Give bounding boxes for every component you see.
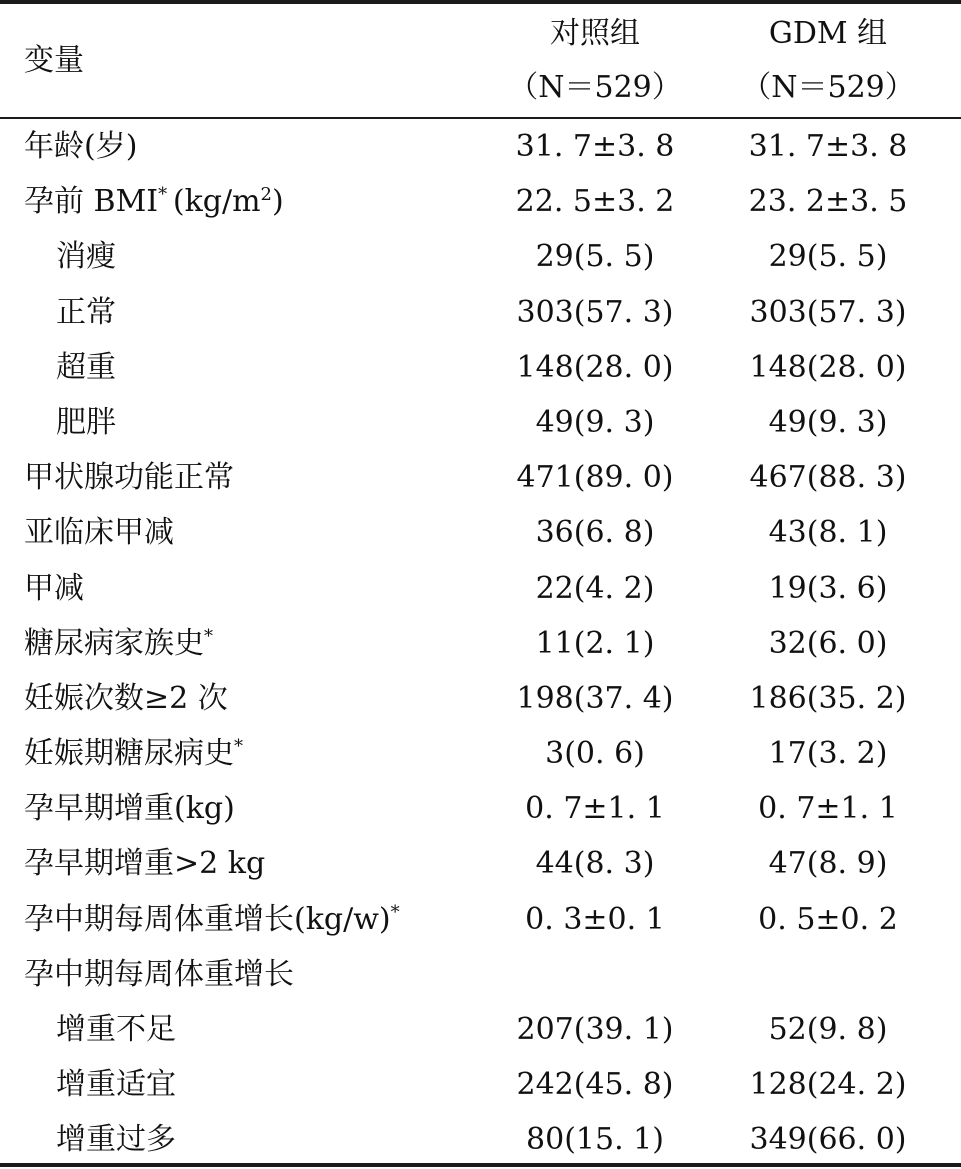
- row-label: [24, 174, 284, 229]
- row-label-text: 孕早期增重>2 kg: [24, 846, 266, 882]
- row-label: [24, 505, 174, 560]
- row-label-text: 甲状腺功能正常: [24, 460, 234, 496]
- header-gdm-label: GDM 组: [768, 16, 888, 51]
- row-label-text: 年龄(岁): [24, 129, 138, 164]
- table-row: [0, 1112, 961, 1167]
- gdm-value: 186(35. 2): [749, 680, 907, 716]
- gdm-value: 17(3. 2): [768, 736, 888, 772]
- row-label-text: 亚临床甲减: [24, 515, 174, 551]
- control-value: 22(4. 2): [535, 570, 655, 606]
- row-label: [56, 229, 116, 284]
- table-row: [0, 1057, 961, 1112]
- row-label-text: 增重不足: [56, 1012, 176, 1047]
- table-row: [0, 450, 961, 505]
- gdm-value: 23. 2±3. 5: [748, 184, 908, 220]
- table-row: [0, 726, 961, 781]
- control-value: 207(39. 1): [516, 1012, 674, 1047]
- gdm-value: 19(3. 6): [768, 570, 888, 606]
- table-row: [0, 395, 961, 450]
- table-row: [0, 781, 961, 836]
- gdm-value: 29(5. 5): [768, 239, 888, 275]
- table-row: [0, 119, 961, 174]
- table-bottom-rule: [0, 1163, 961, 1167]
- table-row: [0, 616, 961, 671]
- significance-marker: *: [204, 625, 213, 647]
- control-value: 80(15. 1): [526, 1122, 664, 1158]
- table-body: [0, 119, 961, 1168]
- table-row: [0, 892, 961, 947]
- row-label: [24, 671, 228, 726]
- gdm-value: 0. 5±0. 2: [758, 901, 898, 937]
- row-label-text: 甲减: [24, 570, 84, 606]
- control-value: 29(5. 5): [535, 239, 655, 275]
- table-row: [0, 174, 961, 229]
- significance-marker: *: [158, 184, 173, 206]
- row-label: [56, 285, 116, 340]
- table-row: [0, 1002, 961, 1057]
- table-row: [0, 836, 961, 891]
- row-label: [56, 395, 116, 450]
- row-label: [56, 1057, 176, 1112]
- row-label-text: 孕中期每周体重增长(kg/w): [24, 901, 391, 937]
- gdm-value: 43(8. 1): [768, 515, 888, 551]
- row-label: [24, 892, 400, 947]
- table-row: [0, 561, 961, 616]
- row-label: [24, 726, 243, 781]
- gdm-value: 128(24. 2): [749, 1067, 907, 1103]
- row-label-text: 肥胖: [56, 404, 116, 440]
- header-control-group: [475, 4, 715, 117]
- table-row: [0, 285, 961, 340]
- gdm-value: 349(66. 0): [749, 1122, 907, 1158]
- control-value: 3(0. 6): [545, 736, 645, 772]
- control-value: 11(2. 1): [535, 625, 655, 661]
- table-row: [0, 340, 961, 395]
- row-label: [24, 836, 265, 891]
- header-control-n: （N＝529）: [508, 70, 682, 105]
- row-label-unit: (kg/m: [172, 184, 261, 220]
- row-label-text: 增重适宜: [56, 1067, 176, 1103]
- gdm-value: 467(88. 3): [749, 460, 907, 496]
- row-label-text: 孕早期增重(kg): [24, 791, 235, 827]
- table-header: [0, 4, 961, 117]
- header-variable: 变量: [24, 43, 84, 78]
- gdm-value: 32(6. 0): [768, 625, 888, 661]
- header-gdm-n: （N＝529）: [741, 70, 915, 105]
- gdm-value: 0. 7±1. 1: [758, 791, 898, 827]
- control-value: 31. 7±3. 8: [515, 129, 675, 164]
- table-row: [0, 947, 961, 1002]
- gdm-value: 303(57. 3): [749, 294, 907, 330]
- row-label: [24, 450, 234, 505]
- control-value: 44(8. 3): [535, 846, 655, 882]
- row-label-text: 正常: [56, 294, 116, 330]
- significance-marker: *: [390, 901, 400, 923]
- row-label-text: 孕前 BMI: [24, 184, 159, 220]
- table-row: [0, 671, 961, 726]
- table-row: [0, 229, 961, 284]
- significance-marker: *: [234, 736, 243, 758]
- row-label-text: 增重过多: [56, 1122, 176, 1158]
- row-label: [56, 340, 116, 395]
- row-label-text: 妊娠期糖尿病史: [24, 736, 234, 772]
- control-value: 471(89. 0): [516, 460, 674, 496]
- gdm-value: 31. 7±3. 8: [748, 129, 908, 164]
- control-value: 303(57. 3): [516, 294, 674, 330]
- unit-exponent: 2: [260, 184, 272, 206]
- row-label-text: 孕中期每周体重增长: [24, 956, 294, 992]
- control-value: 0. 7±1. 1: [525, 791, 665, 827]
- gdm-value: 47(8. 9): [768, 846, 888, 882]
- control-value: 36(6. 8): [535, 515, 655, 551]
- row-label-unit-close: ): [272, 184, 284, 220]
- header-gdm-group: [708, 4, 948, 117]
- row-label: [56, 1002, 176, 1057]
- row-label: [56, 1112, 176, 1167]
- row-label-text: 超重: [56, 349, 116, 385]
- control-value: 0. 3±0. 1: [525, 901, 665, 937]
- row-label: [24, 616, 213, 671]
- gdm-value: 148(28. 0): [749, 349, 907, 385]
- row-label: [24, 561, 84, 616]
- row-label-text: 消瘦: [56, 239, 116, 275]
- table-row: [0, 505, 961, 560]
- row-label: [24, 781, 235, 836]
- control-value: 22. 5±3. 2: [515, 184, 675, 220]
- control-value: 242(45. 8): [516, 1067, 674, 1103]
- header-control-label: 对照组: [550, 16, 640, 51]
- control-value: 198(37. 4): [516, 680, 674, 716]
- row-label-text: 糖尿病家族史: [24, 625, 204, 661]
- gdm-value: 49(9. 3): [768, 404, 888, 440]
- control-value: 49(9. 3): [535, 404, 655, 440]
- row-label-text: 妊娠次数≥2 次: [24, 680, 228, 716]
- row-label: [24, 119, 137, 174]
- gdm-value: 52(9. 8): [768, 1012, 888, 1047]
- control-value: 148(28. 0): [516, 349, 674, 385]
- row-label: [24, 947, 294, 1002]
